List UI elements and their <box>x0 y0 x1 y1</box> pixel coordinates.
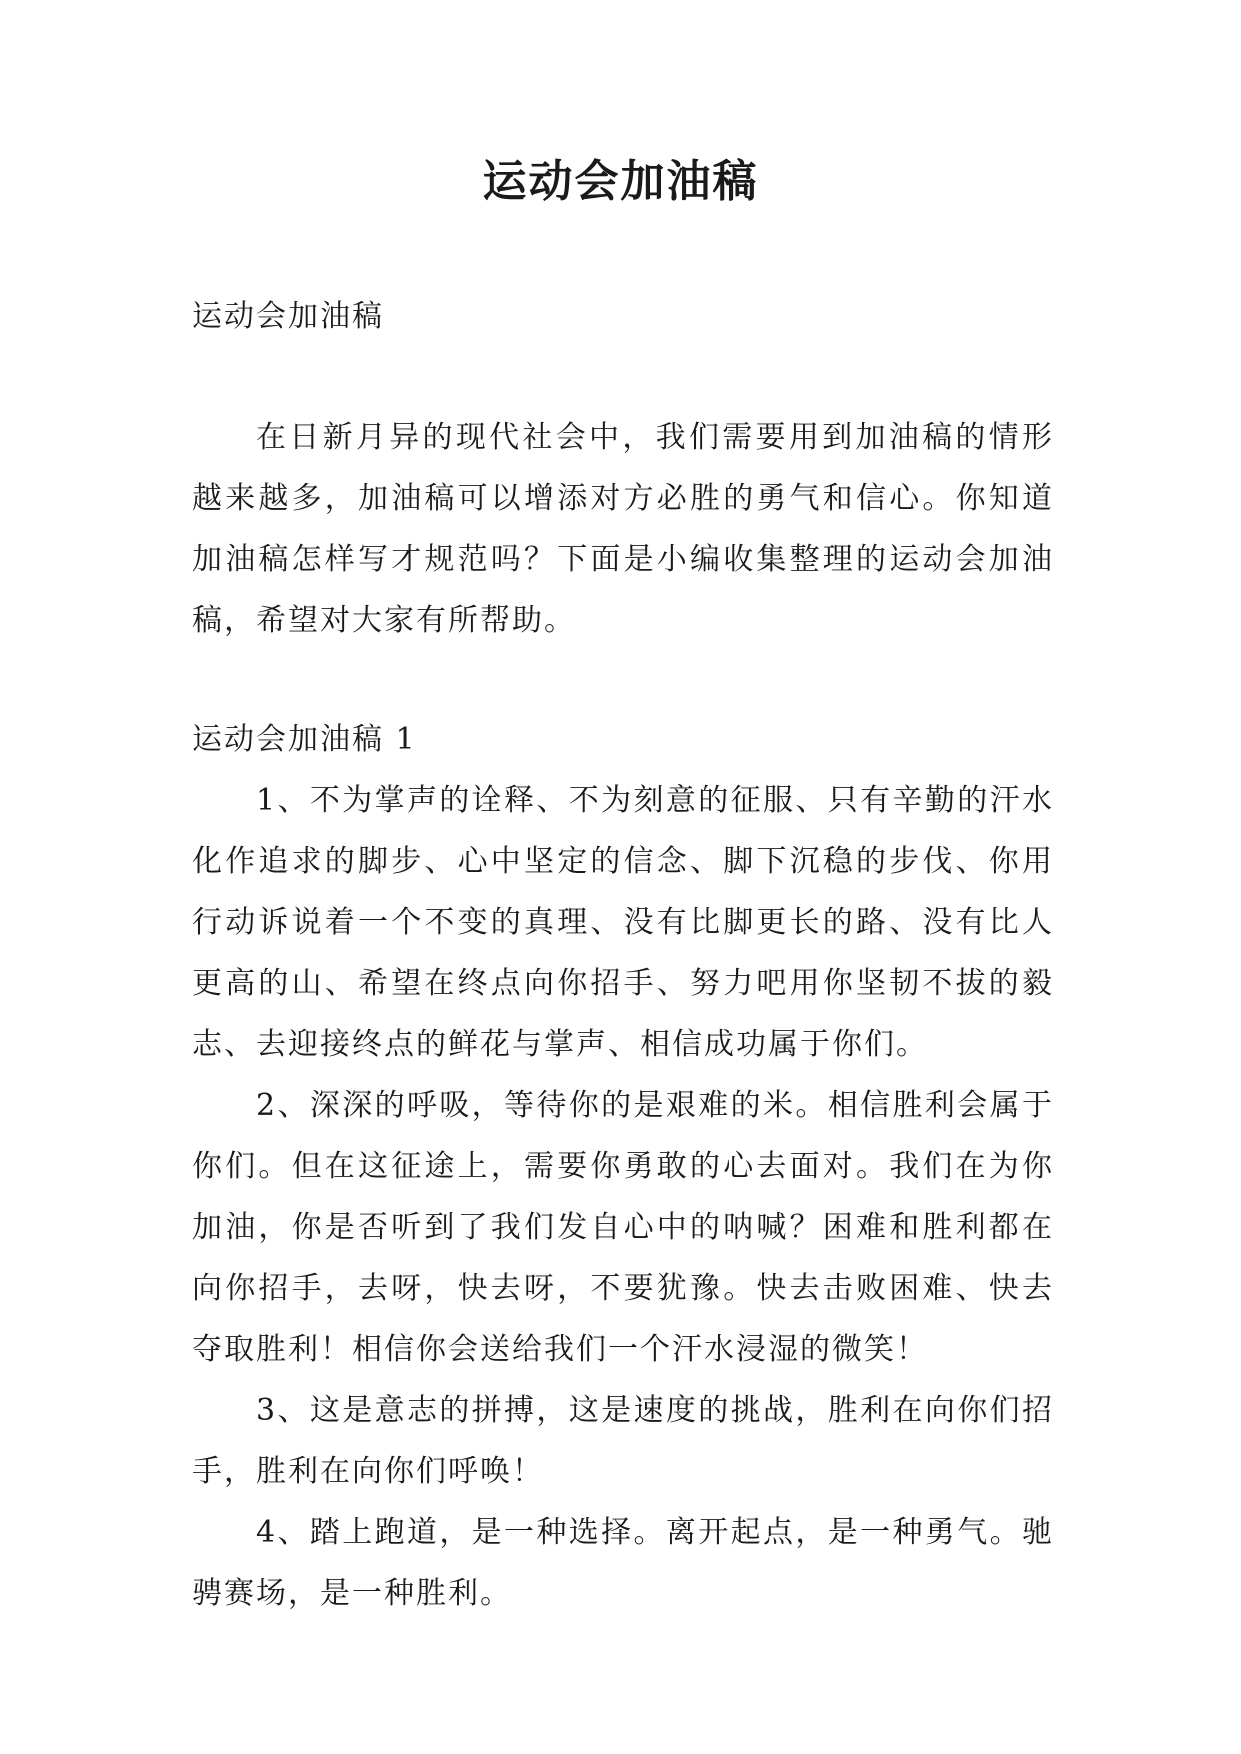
section-heading: 运动会加油稿 1 <box>192 722 417 757</box>
document-subtitle: 运动会加油稿 <box>192 299 384 334</box>
document-title: 运动会加油稿 <box>482 156 759 207</box>
cheer-item-1: 1、不为掌声的诠释、不为刻意的征服、只有辛勤的汗水化作追求的脚步、心中坚定的信念、脚下沉稳的步伐、你用行动诉说着一个不变的真理、没有比脚更长的路、没有比人更高的山、希望在终点向你招手、努力吧用你坚韧不拔的毅志、去迎接终点的鲜花与掌声、相信成功属于你们。 <box>192 783 1054 1062</box>
document-body <box>192 286 1054 1624</box>
cheer-item-3: 3、这是意志的拼搏，这是速度的挑战，胜利在向你们招手，胜利在向你们呼唤！ <box>192 1393 1054 1489</box>
cheer-item-2: 2、深深的呼吸，等待你的是艰难的米。相信胜利会属于你们。但在这征途上，需要你勇敢的心去面对。我们在为你加油，你是否听到了我们发自心中的呐喊？困难和胜利都在向你招手，去呀，快去呀，不要犹豫。快去击败困难、快去夺取胜利！相信你会送给我们一个汗水浸湿的微笑！ <box>192 1088 1054 1367</box>
cheer-item-4: 4、踏上跑道，是一种选择。离开起点，是一种勇气。驰骋赛场，是一种胜利。 <box>192 1515 1054 1611</box>
intro-paragraph: 在日新月异的现代社会中，我们需要用到加油稿的情形越来越多，加油稿可以增添对方必胜的勇气和信心。你知道加油稿怎样写才规范吗？下面是小编收集整理的运动会加油稿，希望对大家有所帮助。 <box>192 420 1054 638</box>
